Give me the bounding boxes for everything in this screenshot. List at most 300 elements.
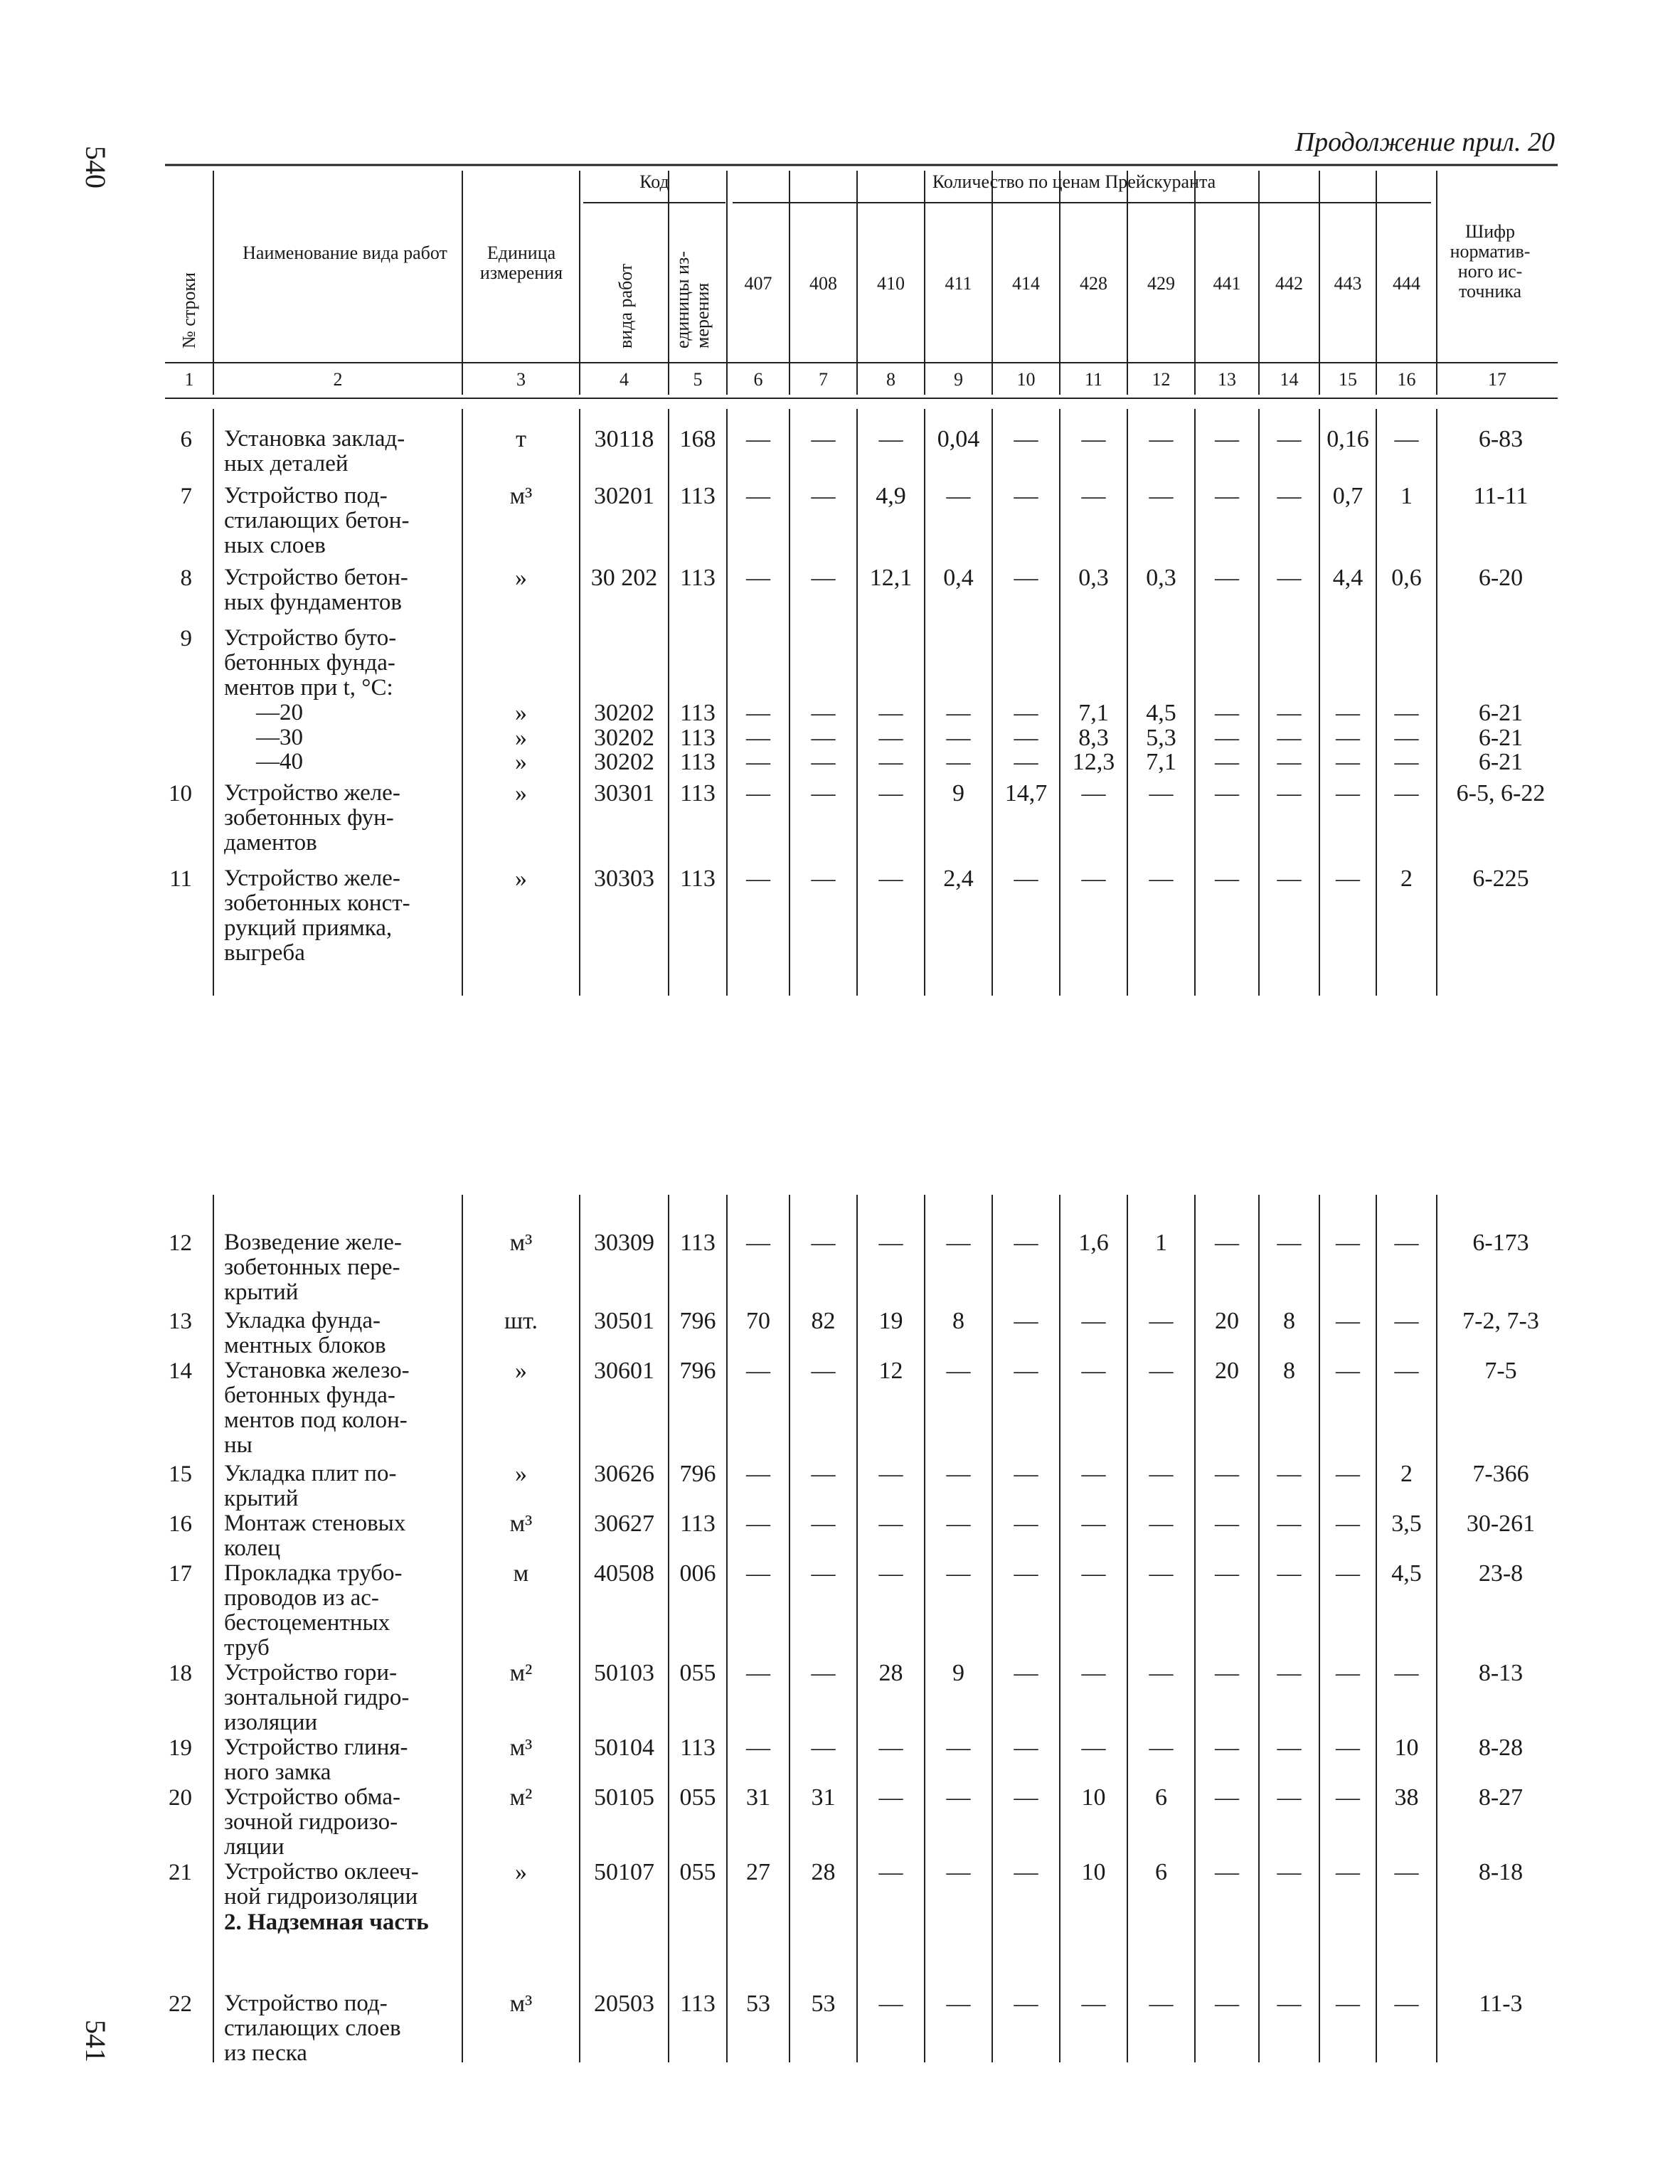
price-value-cell: — — [811, 1660, 836, 1686]
price-value-cell: — — [746, 1511, 770, 1537]
price-value-cell: 19 — [878, 1308, 903, 1334]
column-number: 16 — [1397, 369, 1416, 390]
price-value-cell: 20 — [1215, 1308, 1239, 1334]
row-number: 18 — [169, 1661, 192, 1686]
price-value-cell: — — [746, 483, 770, 509]
work-name-line: бетонных фунда- — [224, 650, 395, 676]
price-value-cell: 7,1 — [1146, 749, 1176, 775]
price-value-cell: — — [1336, 1991, 1360, 2017]
unit-cell: » — [515, 865, 527, 892]
price-value-cell: — — [878, 1735, 903, 1761]
source-cell: 6-20 — [1478, 565, 1524, 591]
work-name-line: рукций приямка, — [224, 915, 393, 941]
price-value-cell: — — [1336, 1461, 1360, 1487]
code-work-cell: 30118 — [594, 426, 654, 452]
price-value-cell: — — [1277, 1230, 1302, 1256]
price-value-cell: — — [1336, 1660, 1360, 1686]
column-number: 12 — [1152, 369, 1171, 390]
price-value-cell: — — [878, 1461, 903, 1487]
price-value-cell: — — [1277, 426, 1302, 452]
price-value-cell: 70 — [746, 1308, 770, 1334]
price-value-cell: — — [1081, 1461, 1106, 1487]
price-value-cell: — — [1336, 1358, 1360, 1384]
source-cell: 6-21 — [1478, 725, 1524, 751]
price-value-cell: — — [1215, 700, 1239, 726]
column-number: 2 — [333, 369, 343, 390]
unit-cell: » — [515, 725, 527, 751]
price-value-cell: — — [1394, 1991, 1419, 2017]
work-name-line: зобетонных конст- — [224, 890, 410, 916]
price-value-cell: — — [1336, 1308, 1360, 1334]
price-value-cell: — — [1014, 426, 1038, 452]
unit-cell: » — [515, 1859, 527, 1885]
price-value-cell: 12 — [878, 1358, 903, 1384]
work-name-line: Устройство желе- — [224, 865, 400, 891]
unit-cell: м² — [509, 1784, 533, 1811]
code-work-cell: 30309 — [594, 1230, 654, 1256]
work-name-line: Возведение желе- — [224, 1230, 402, 1255]
work-name-line: Устройство обма- — [224, 1784, 400, 1810]
price-value-cell: 28 — [878, 1660, 903, 1686]
work-name-line: Укладка фунда- — [224, 1308, 381, 1333]
work-name-line: колец — [224, 1535, 281, 1561]
price-value-cell: — — [1215, 1735, 1239, 1761]
price-value-cell: 8 — [1283, 1308, 1295, 1334]
price-value-cell: — — [1336, 1511, 1360, 1537]
price-value-cell: — — [811, 565, 836, 591]
row-number: 9 — [180, 626, 192, 651]
price-value-cell: — — [1014, 1461, 1038, 1487]
row-number: 19 — [169, 1735, 192, 1761]
price-value-cell: — — [1149, 865, 1174, 892]
price-value-cell: — — [1149, 426, 1174, 452]
price-value-cell: — — [946, 1859, 971, 1885]
work-name-line: ного замка — [224, 1759, 331, 1785]
price-value-cell: — — [1014, 700, 1038, 726]
source-cell: 11-3 — [1479, 1991, 1523, 2017]
price-value-cell: — — [1394, 1660, 1419, 1686]
price-value-cell: — — [1149, 1660, 1174, 1686]
price-value-cell: — — [1394, 780, 1419, 806]
price-value-cell: — — [946, 483, 971, 509]
price-value-cell: — — [878, 1784, 903, 1811]
price-value-cell: — — [1149, 483, 1174, 509]
header-price-col: 444 — [1393, 273, 1420, 294]
code-unit-cell: 055 — [679, 1784, 716, 1811]
price-value-cell: 8,3 — [1078, 725, 1109, 751]
price-value-cell: — — [946, 1358, 971, 1384]
row-number: 11 — [169, 866, 192, 892]
price-value-cell: — — [878, 725, 903, 751]
work-name — [224, 1358, 455, 1458]
price-value-cell: — — [1277, 865, 1302, 892]
header-name: Наименование вида работ — [243, 243, 447, 263]
header-price-col: 411 — [945, 273, 972, 294]
price-value-cell: — — [946, 749, 971, 775]
price-value-cell: — — [1277, 483, 1302, 509]
code-work-cell: 20503 — [594, 1991, 654, 2017]
price-value-cell: — — [1394, 1230, 1419, 1256]
price-value-cell: — — [1014, 1308, 1038, 1334]
code-unit-cell: 796 — [679, 1308, 716, 1334]
source-cell: 6-173 — [1472, 1230, 1529, 1256]
unit-cell: » — [515, 700, 527, 726]
source-cell: 8-13 — [1478, 1660, 1524, 1686]
section-heading: 2. Надземная часть — [224, 1909, 429, 1935]
price-value-cell: 5,3 — [1146, 725, 1176, 751]
price-value-cell: 20 — [1215, 1358, 1239, 1384]
price-value-cell: — — [1215, 780, 1239, 806]
price-value-cell: — — [1277, 1560, 1302, 1587]
header-price-col: 443 — [1334, 273, 1362, 294]
source-cell: 6-225 — [1472, 865, 1529, 892]
source-cell: 8-27 — [1478, 1784, 1524, 1811]
unit-cell: м³ — [509, 483, 533, 509]
price-value-cell: 38 — [1394, 1784, 1419, 1811]
code-work-cell: 30201 — [594, 483, 654, 509]
work-name-line: стилающих бетон- — [224, 508, 410, 533]
price-value-cell: 4,4 — [1332, 565, 1363, 591]
code-work-cell: 30202 — [594, 725, 654, 751]
price-value-cell: — — [746, 565, 770, 591]
source-cell: 23-8 — [1478, 1560, 1524, 1587]
price-value-cell: 0,3 — [1146, 565, 1176, 591]
price-value-cell: — — [1014, 1991, 1038, 2017]
price-value-cell: — — [1336, 1859, 1360, 1885]
header-price-col: 441 — [1213, 273, 1241, 294]
price-value-cell: — — [1081, 780, 1106, 806]
work-name-line: ментов под колон- — [224, 1407, 408, 1433]
code-work-cell: 50104 — [594, 1735, 654, 1761]
header-price-col: 408 — [809, 273, 837, 294]
price-value-cell: — — [1277, 1859, 1302, 1885]
work-name-line: зобетонных фун- — [224, 805, 394, 831]
code-unit-cell: 006 — [679, 1560, 716, 1587]
code-work-cell: 40508 — [594, 1560, 654, 1587]
price-value-cell: — — [1215, 483, 1239, 509]
column-number: 15 — [1339, 369, 1357, 390]
price-value-cell: — — [878, 749, 903, 775]
price-value-cell: — — [1336, 1735, 1360, 1761]
work-name — [224, 866, 455, 966]
price-value-cell: — — [946, 1735, 971, 1761]
price-value-cell: — — [811, 1461, 836, 1487]
row-number: 10 — [169, 781, 192, 806]
row-number: 22 — [169, 1991, 192, 2017]
price-value-cell: — — [1277, 1991, 1302, 2017]
price-value-cell: 27 — [746, 1859, 770, 1885]
price-value-cell: 53 — [811, 1991, 836, 2017]
work-name-line: Прокладка трубо- — [224, 1560, 403, 1586]
price-value-cell: — — [946, 1511, 971, 1537]
price-value-cell: — — [1149, 1308, 1174, 1334]
price-value-cell: — — [811, 426, 836, 452]
price-value-cell: 1 — [1400, 483, 1413, 509]
price-value-cell: 4,9 — [876, 483, 906, 509]
header-price-col: 407 — [744, 273, 772, 294]
header-price-col: 410 — [877, 273, 905, 294]
column-number: 5 — [693, 369, 703, 390]
price-value-cell: — — [878, 1859, 903, 1885]
work-name — [224, 565, 455, 615]
price-value-cell: — — [1277, 749, 1302, 775]
source-cell: 7-2, 7-3 — [1462, 1308, 1539, 1334]
work-name — [256, 701, 455, 725]
work-name — [224, 1785, 455, 1860]
price-value-cell: — — [746, 1461, 770, 1487]
work-name-line: Установка железо- — [224, 1358, 410, 1383]
price-value-cell: — — [1215, 1784, 1239, 1811]
price-value-cell: — — [1081, 1511, 1106, 1537]
column-number: 6 — [753, 369, 763, 390]
row-number: 14 — [169, 1358, 192, 1384]
code-work-cell: 30202 — [594, 700, 654, 726]
work-name-line: зонтальной гидро- — [224, 1685, 410, 1710]
price-value-cell: 10 — [1081, 1859, 1106, 1885]
row-number: 13 — [169, 1309, 192, 1334]
unit-cell: » — [515, 1461, 527, 1487]
work-name-line: Устройство гори- — [224, 1660, 398, 1685]
row-number: 8 — [180, 565, 192, 591]
price-value-cell: — — [1081, 1660, 1106, 1686]
price-value-cell: — — [1014, 1230, 1038, 1256]
price-value-cell: — — [1394, 749, 1419, 775]
price-value-cell: 0,16 — [1327, 426, 1369, 452]
price-value-cell: — — [1394, 426, 1419, 452]
work-name-line: —20 — [256, 700, 303, 725]
source-cell: 7-5 — [1484, 1358, 1517, 1384]
work-name — [224, 484, 455, 558]
row-number: 12 — [169, 1230, 192, 1256]
price-value-cell: — — [878, 426, 903, 452]
price-value-cell: — — [811, 1230, 836, 1256]
price-value-cell: 53 — [746, 1991, 770, 2017]
price-value-cell: — — [1336, 1230, 1360, 1256]
code-work-cell: 50107 — [594, 1859, 654, 1885]
column-number: 3 — [516, 369, 526, 390]
price-value-cell: — — [746, 1230, 770, 1256]
work-name — [224, 781, 455, 856]
price-value-cell: — — [1336, 725, 1360, 751]
row-number: 6 — [180, 427, 192, 452]
work-name — [224, 1735, 455, 1785]
price-value-cell: — — [1277, 700, 1302, 726]
price-value-cell: — — [1149, 780, 1174, 806]
price-value-cell: — — [1014, 1358, 1038, 1384]
price-value-cell: — — [1215, 725, 1239, 751]
price-value-cell: — — [1149, 1358, 1174, 1384]
code-unit-cell: 113 — [680, 700, 716, 726]
unit-cell: шт. — [504, 1308, 538, 1334]
price-value-cell: — — [1215, 1660, 1239, 1686]
row-number: 7 — [180, 484, 192, 509]
unit-cell: » — [515, 749, 527, 775]
code-unit-cell: 055 — [679, 1660, 716, 1686]
price-value-cell: — — [1215, 1991, 1239, 2017]
price-value-cell: 2 — [1400, 1461, 1413, 1487]
work-name-line: Монтаж стеновых — [224, 1511, 406, 1536]
work-name-line: ных деталей — [224, 451, 349, 476]
code-unit-cell: 113 — [680, 483, 716, 509]
work-name — [224, 1860, 455, 1909]
code-work-cell: 30601 — [594, 1358, 654, 1384]
price-value-cell: — — [1336, 780, 1360, 806]
unit-cell: м — [513, 1560, 529, 1587]
price-value-cell: — — [1081, 1560, 1106, 1587]
code-work-cell: 30501 — [594, 1308, 654, 1334]
source-cell: 8-28 — [1478, 1735, 1524, 1761]
price-value-cell: — — [946, 1991, 971, 2017]
code-work-cell: 50105 — [594, 1784, 654, 1811]
column-number: 17 — [1488, 369, 1506, 390]
price-value-cell: — — [878, 1511, 903, 1537]
unit-cell: » — [515, 1358, 527, 1384]
unit-cell: м³ — [509, 1511, 533, 1537]
column-number: 10 — [1016, 369, 1036, 390]
work-name — [256, 725, 455, 750]
price-value-cell: — — [811, 865, 836, 892]
price-value-cell: — — [811, 749, 836, 775]
work-name — [224, 1561, 455, 1661]
price-value-cell: — — [746, 426, 770, 452]
code-work-cell: 30303 — [594, 865, 654, 892]
price-value-cell: 8 — [1283, 1358, 1295, 1384]
work-name-line: бестоцементных — [224, 1610, 390, 1636]
code-work-cell: 30626 — [594, 1461, 654, 1487]
code-unit-cell: 113 — [680, 1735, 716, 1761]
price-value-cell: — — [746, 1735, 770, 1761]
unit-cell: » — [515, 780, 527, 806]
price-value-cell: — — [1336, 1560, 1360, 1587]
work-name-line: Устройство глиня- — [224, 1735, 408, 1760]
work-name-line: стилающих слоев — [224, 2015, 401, 2041]
work-name-line: из песка — [224, 2040, 307, 2066]
price-value-cell: 0,6 — [1391, 565, 1422, 591]
work-name — [224, 1991, 455, 2066]
price-value-cell: 6 — [1155, 1859, 1167, 1885]
price-value-cell: — — [1081, 1735, 1106, 1761]
price-value-cell: — — [1277, 725, 1302, 751]
price-value-cell: 4,5 — [1146, 700, 1176, 726]
price-value-cell: — — [1277, 1511, 1302, 1537]
work-name-line: —30 — [256, 725, 303, 750]
work-name — [224, 626, 455, 701]
column-number: 13 — [1218, 369, 1236, 390]
work-name-line: Устройство желе- — [224, 780, 400, 806]
column-number: 11 — [1084, 369, 1103, 390]
price-value-cell: — — [1014, 725, 1038, 751]
work-name — [224, 1511, 455, 1561]
price-value-cell: 10 — [1394, 1735, 1419, 1761]
code-unit-cell: 796 — [679, 1461, 716, 1487]
right-page-number: 541 — [80, 2020, 112, 2062]
work-name-line: даментов — [224, 830, 317, 856]
work-name-line: Устройство бетон- — [224, 565, 408, 590]
price-value-cell: 2,4 — [943, 865, 974, 892]
code-unit-cell: 113 — [680, 749, 716, 775]
code-unit-cell: 113 — [680, 865, 716, 892]
price-value-cell: — — [1149, 1511, 1174, 1537]
price-value-cell: — — [946, 725, 971, 751]
work-name-line: ных фундаментов — [224, 590, 402, 615]
work-name-line: труб — [224, 1635, 270, 1661]
price-value-cell: — — [1215, 1859, 1239, 1885]
price-value-cell: 28 — [811, 1859, 836, 1885]
price-value-cell: — — [746, 749, 770, 775]
source-cell: 8-18 — [1478, 1859, 1524, 1885]
price-value-cell: — — [811, 1358, 836, 1384]
price-value-cell: — — [946, 700, 971, 726]
price-value-cell: — — [1215, 865, 1239, 892]
work-name-line: крытий — [224, 1486, 299, 1511]
price-value-cell: — — [1014, 1735, 1038, 1761]
header-row-no: № строки — [179, 272, 199, 348]
price-value-cell: — — [811, 1560, 836, 1587]
column-number: 1 — [184, 369, 194, 390]
work-name-line: ной гидроизоляции — [224, 1884, 418, 1909]
price-value-cell: — — [1014, 865, 1038, 892]
price-value-cell: — — [746, 725, 770, 751]
price-value-cell: — — [1014, 1560, 1038, 1587]
price-value-cell: — — [1394, 725, 1419, 751]
price-value-cell: — — [746, 865, 770, 892]
price-value-cell: — — [746, 1358, 770, 1384]
price-value-cell: — — [811, 725, 836, 751]
source-cell: 6-83 — [1478, 426, 1524, 452]
price-value-cell: — — [1394, 1859, 1419, 1885]
price-value-cell: — — [1215, 1461, 1239, 1487]
code-unit-cell: 113 — [680, 1511, 716, 1537]
price-value-cell: — — [746, 700, 770, 726]
price-value-cell: — — [1277, 1735, 1302, 1761]
price-value-cell: — — [1277, 1461, 1302, 1487]
price-value-cell: — — [1336, 865, 1360, 892]
work-name-line: выгреба — [224, 940, 305, 966]
unit-cell: м³ — [509, 1735, 533, 1761]
price-value-cell: — — [1149, 1560, 1174, 1587]
price-value-cell: — — [1215, 1560, 1239, 1587]
source-cell: 6-21 — [1478, 749, 1524, 775]
work-name — [224, 1309, 455, 1358]
code-unit-cell: 113 — [680, 1230, 716, 1256]
work-name-line: проводов из ас- — [224, 1585, 379, 1611]
work-name — [224, 1661, 455, 1735]
price-value-cell: — — [1081, 865, 1106, 892]
price-value-cell: — — [946, 1560, 971, 1587]
price-value-cell: — — [1081, 483, 1106, 509]
price-value-cell: — — [1215, 426, 1239, 452]
price-value-cell: — — [1149, 1991, 1174, 2017]
price-value-cell: 12,1 — [869, 565, 913, 591]
price-value-cell: — — [878, 780, 903, 806]
price-value-cell: 31 — [746, 1784, 770, 1811]
work-name-line: крытий — [224, 1279, 299, 1305]
price-value-cell: — — [811, 483, 836, 509]
source-cell: 6-21 — [1478, 700, 1524, 726]
work-name-line: ментных блоков — [224, 1333, 386, 1358]
price-value-cell: — — [1215, 1230, 1239, 1256]
column-number: 4 — [620, 369, 629, 390]
price-value-cell: — — [878, 700, 903, 726]
work-name — [256, 750, 455, 774]
code-unit-cell: 113 — [680, 780, 716, 806]
price-value-cell: — — [1277, 1784, 1302, 1811]
price-value-cell: 0,7 — [1332, 483, 1363, 509]
header-price-col: 428 — [1080, 273, 1107, 294]
price-value-cell: — — [1336, 700, 1360, 726]
code-work-cell: 30627 — [594, 1511, 654, 1537]
price-value-cell: — — [811, 780, 836, 806]
